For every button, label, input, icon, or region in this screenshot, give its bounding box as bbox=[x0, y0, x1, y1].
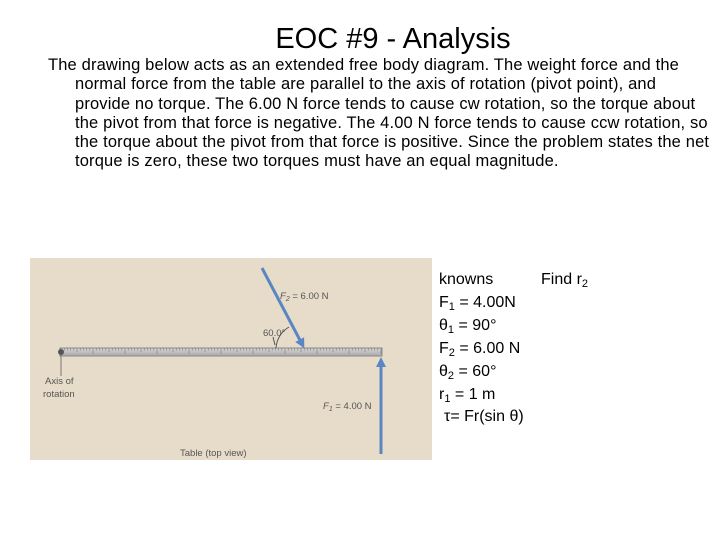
angle-label: 60.0° bbox=[263, 328, 286, 339]
find-target: Find $r_2$ bbox=[541, 271, 589, 290]
f2-label: $F_2 = 6.00$ N bbox=[280, 291, 329, 303]
table-label: Table (top view) bbox=[180, 448, 247, 459]
slide-title: EOC #9 - Analysis bbox=[275, 23, 511, 55]
axis-label-line2: rotation bbox=[43, 389, 75, 400]
meter-stick bbox=[60, 348, 382, 356]
table-background bbox=[30, 258, 432, 460]
explanation-paragraph: The drawing below acts as an extended free body diagram. The weight force and the normal force from the table are parallel to the axis of rotation (pivot point), and provide no torque. The 6.00 N force tends to cause cw rotation, so the torque about the pivot from that force is negative. The 4.00 N force tends to cause ccw rotation, so the torque about the pivot from that force is positive. Since the problem states the net torque is zero, these two torques must have an equal magnitude. bbox=[48, 56, 710, 171]
axis-label-line1: Axis of bbox=[45, 376, 74, 387]
known-theta2: $\theta_2 = 60^\circ$ bbox=[439, 363, 497, 382]
torque-formula: τ= Fr(sin θ) bbox=[444, 408, 524, 425]
known-f2: $F_2 = 6.00$ N bbox=[439, 340, 521, 359]
known-f1: $F_1 = 4.00N$ bbox=[439, 294, 516, 313]
pivot-point bbox=[58, 349, 64, 355]
knowns-heading: knowns bbox=[439, 271, 494, 288]
f1-label: $F_1 = 4.00$ N bbox=[323, 401, 372, 413]
known-r1: $r_1 = 1$ m bbox=[439, 386, 496, 405]
free-body-diagram bbox=[30, 258, 432, 460]
known-theta1: $\theta_1 = 90^\circ$ bbox=[439, 317, 497, 336]
knowns-list bbox=[439, 268, 639, 406]
